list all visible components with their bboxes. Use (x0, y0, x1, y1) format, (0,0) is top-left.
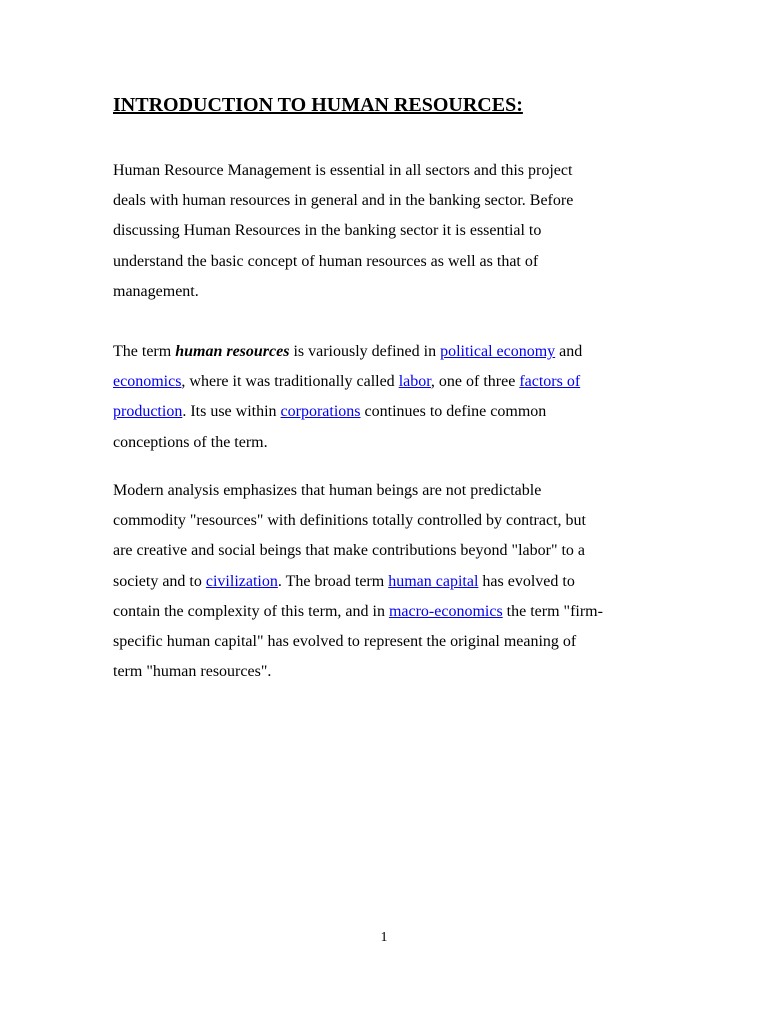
definition-paragraph (113, 337, 582, 458)
paragraph-line (113, 597, 603, 627)
paragraph-line (113, 567, 603, 597)
link-political-economy[interactable]: political economy (440, 343, 556, 360)
emphasized-term: human resources (175, 343, 290, 360)
text-segment: , one of three (430, 373, 520, 391)
paragraph-line: Human Resource Management is essential in all sectors and this project (113, 162, 573, 179)
paragraph-line: understand the basic concept of human resources as well as that of (113, 252, 539, 270)
link-macro-economics[interactable]: macro-economics (388, 602, 503, 620)
paragraph-line: deals with human resources in general and in the banking sector. Before (113, 192, 574, 210)
text-segment: contain the complexity of this term, and in (113, 602, 389, 620)
paragraph-line (113, 367, 582, 397)
paragraph-line: are creative and social beings that make contributions beyond "labor" to a (113, 542, 586, 560)
text-segment: and (555, 343, 583, 360)
text-segment: , where it was traditionally called (181, 373, 399, 391)
page-number: 1 (380, 930, 388, 945)
text-segment: The term (113, 343, 176, 360)
paragraph-line: term "human resources". (113, 663, 272, 681)
paragraph-line: specific human capital" has evolved to represent the original meaning of (113, 632, 577, 650)
link-labor[interactable]: labor (398, 373, 431, 391)
analysis-paragraph (113, 476, 603, 687)
paragraph-line: conceptions of the term. (113, 433, 268, 451)
text-segment: society and to (113, 572, 206, 590)
text-segment: continues to define common (360, 403, 547, 421)
paragraph-line: Modern analysis emphasizes that human beings are not predictable (113, 482, 542, 499)
link-human-capital[interactable]: human capital (388, 572, 479, 590)
link-civilization[interactable]: civilization (205, 572, 278, 590)
paragraph-line: management. (113, 282, 199, 300)
link-economics[interactable]: economics (113, 373, 182, 391)
text-segment: is variously defined in (289, 343, 441, 360)
paragraph-line (113, 397, 582, 427)
paragraph-line: discussing Human Resources in the banking sector it is essential to (113, 222, 542, 240)
link-factors-of-production[interactable]: production (113, 403, 183, 421)
text-segment: . Its use within (182, 403, 281, 421)
text-segment: the term "firm- (502, 602, 603, 620)
intro-paragraph (113, 156, 573, 307)
page-title: INTRODUCTION TO HUMAN RESOURCES: (113, 94, 523, 116)
paragraph-line (113, 337, 582, 367)
text-segment: has evolved to (478, 572, 575, 590)
text-segment: . The broad term (277, 572, 389, 590)
link-corporations[interactable]: corporations (280, 403, 361, 421)
link-factors-of-production[interactable]: factors of (519, 373, 581, 391)
paragraph-line: commodity "resources" with definitions totally controlled by contract, but (113, 512, 586, 530)
